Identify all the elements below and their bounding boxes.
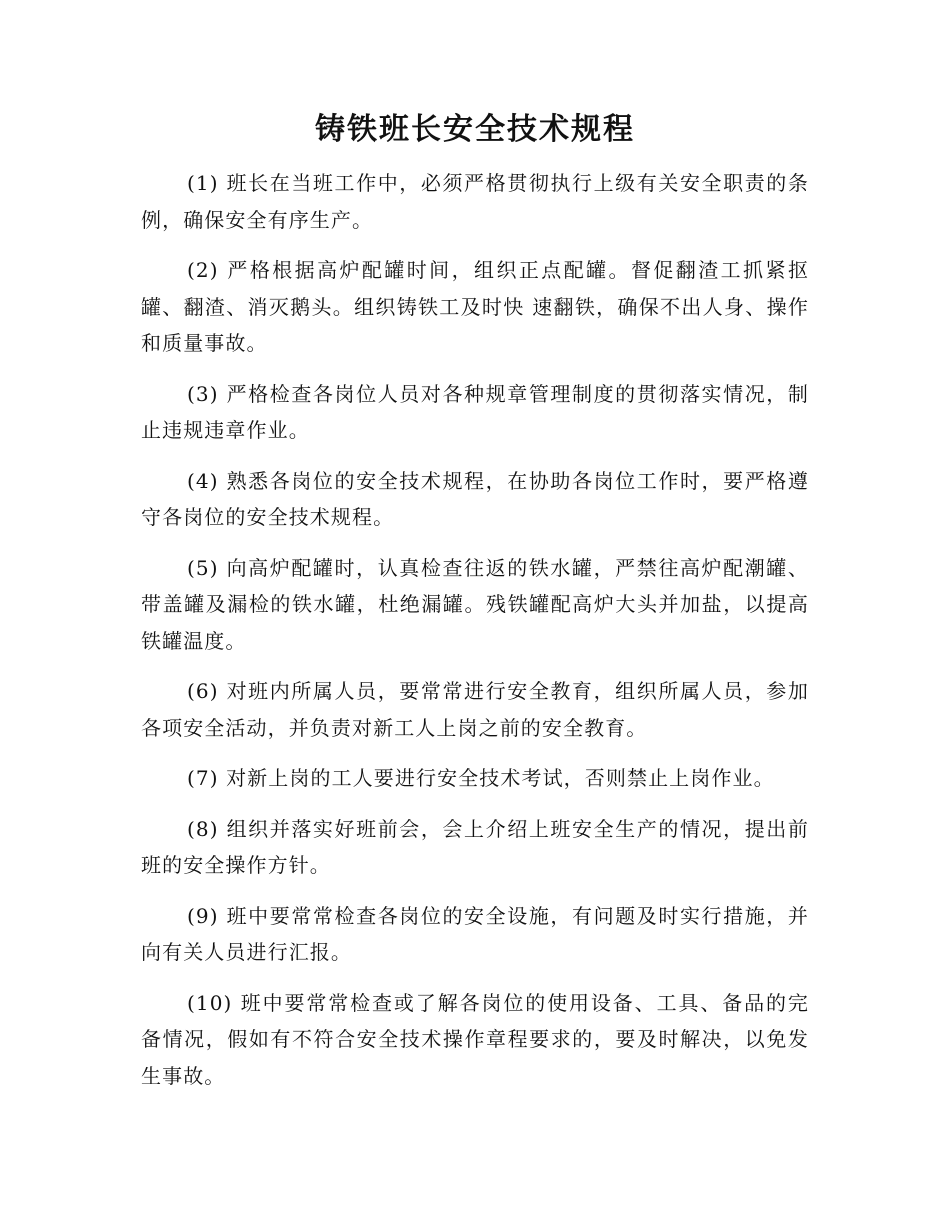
paragraph-2: (2) 严格根据高炉配罐时间，组织正点配罐。督促翻渣工抓紧抠罐、翻渣、消灭鹅头。组织铸铁工及时快 速翻铁，确保不出人身、操作和质量事故。	[141, 258, 809, 355]
paragraph-10: (10) 班中要常常检查或了解各岗位的使用设备、工具、备品的完备情况，假如有不符合安全技术操作章程要求的，要及时解决，以免发生事故。	[141, 990, 809, 1088]
paragraph-8: (8) 组织并落实好班前会，会上介绍上班安全生产的情况，提出前班的安全操作方针。	[141, 816, 809, 877]
paragraph-5: (5) 向高炉配罐时，认真检查往返的铁水罐，严禁往高炉配潮罐、带盖罐及漏检的铁水罐，杜绝漏罐。残铁罐配高炉大头并加盐，以提高铁罐温度。	[141, 555, 809, 653]
document-body	[141, 165, 809, 1108]
document-title: 铸铁班长安全技术规程	[315, 112, 635, 147]
paragraph-6: (6) 对班内所属人员，要常常进行安全教育，组织所属人员，参加各项安全活动，并负责对新工人上岗之前的安全教育。	[141, 679, 809, 740]
paragraph-7: (7) 对新上岗的工人要进行安全技术考试，否则禁止上岗作业。	[187, 766, 775, 790]
paragraph-4: (4) 熟悉各岗位的安全技术规程，在协助各岗位工作时，要严格遵守各岗位的安全技术规程。	[141, 468, 809, 529]
paragraph-1: (1) 班长在当班工作中，必须严格贯彻执行上级有关安全职责的条例，确保安全有序生产。	[141, 171, 809, 232]
paragraph-3: (3) 严格检查各岗位人员对各种规章管理制度的贯彻落实情况，制止违规违章作业。	[141, 381, 809, 442]
paragraph-9: (9) 班中要常常检查各岗位的安全设施，有问题及时实行措施，并向有关人员进行汇报。	[141, 903, 809, 964]
